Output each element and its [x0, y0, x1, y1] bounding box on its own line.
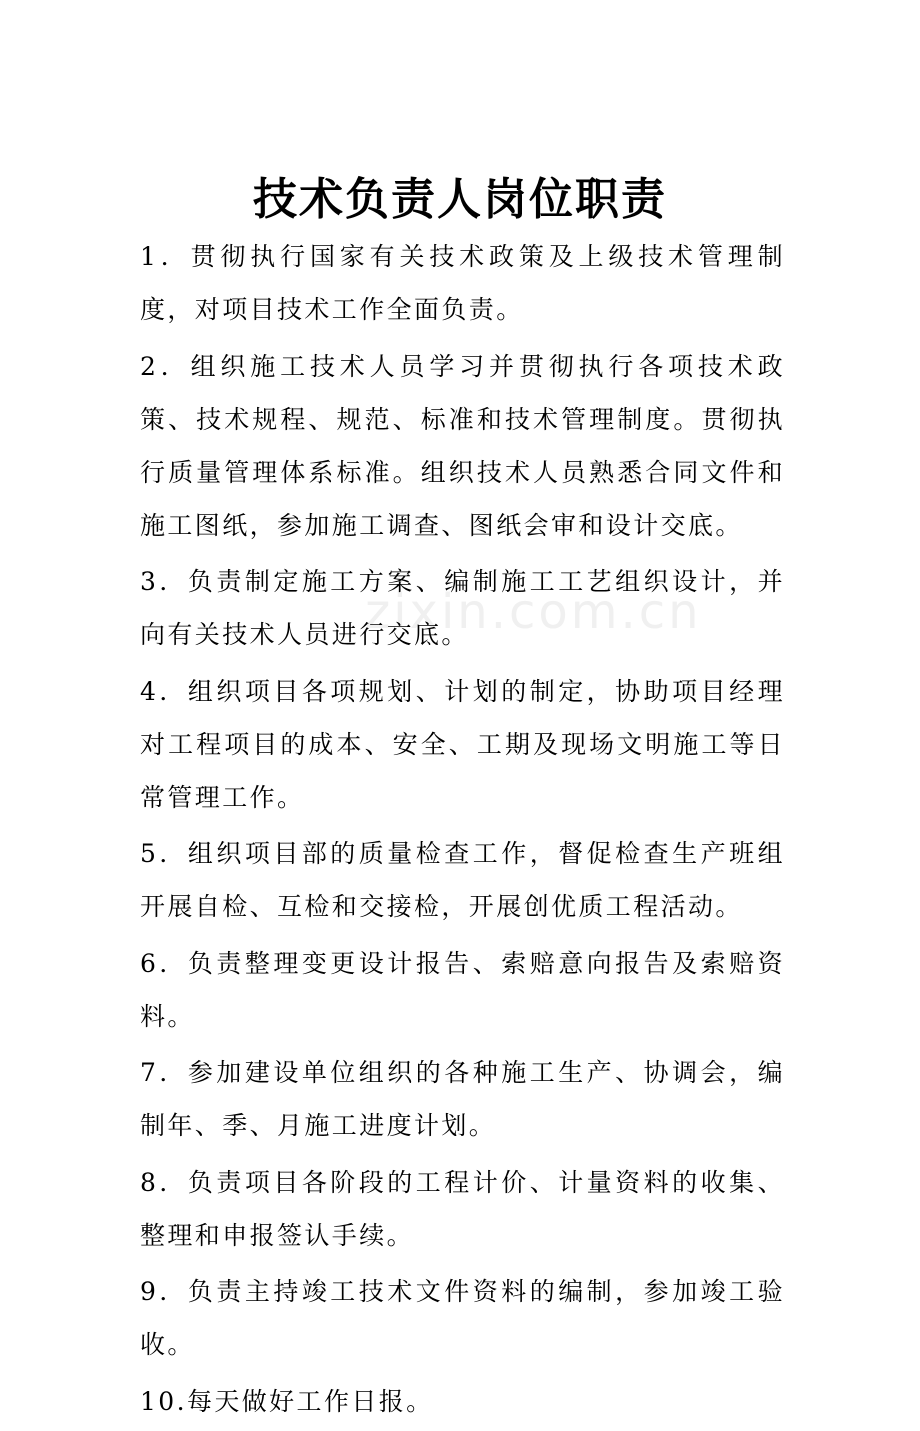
duty-item-3: 3．负责制定施工方案、编制施工工艺组织设计，并向有关技术人员进行交底。: [140, 567, 785, 649]
watermark: zixin.com.cn: [365, 584, 702, 640]
duty-item-2: 2．组织施工技术人员学习并贯彻执行各项技术政策、技术规程、规范、标准和技术管理制度。贯彻执行质量管理体系标准。组织技术人员熟悉合同文件和施工图纸，参加施工调查、图纸会审和设计交底。: [140, 351, 785, 540]
duty-item-5: 5．组织项目部的质量检查工作，督促检查生产班组开展自检、互检和交接检，开展创优质工程活动。: [140, 839, 785, 921]
duty-item-8: 8．负责项目各阶段的工程计价、计量资料的收集、整理和申报签认手续。: [140, 1167, 785, 1250]
duty-item-6: 6．负责整理变更设计报告、索赔意向报告及索赔资料。: [140, 948, 785, 1031]
duty-item-10: 10.每天做好工作日报。: [140, 1386, 434, 1416]
duty-item-1: 1．贯彻执行国家有关技术政策及上级技术管理制度，对项目技术工作全面负责。: [140, 242, 785, 324]
duty-item-7: 7．参加建设单位组织的各种施工生产、协调会，编制年、季、月施工进度计划。: [140, 1058, 785, 1140]
duty-item-9: 9．负责主持竣工技术文件资料的编制，参加竣工验收。: [140, 1277, 785, 1359]
duty-list: [140, 230, 785, 1431]
page-title: 技术负责人岗位职责: [253, 174, 667, 225]
duty-item-4: 4．组织项目各项规划、计划的制定，协助项目经理对工程项目的成本、安全、工期及现场文明施工等日常管理工作。: [140, 676, 785, 812]
